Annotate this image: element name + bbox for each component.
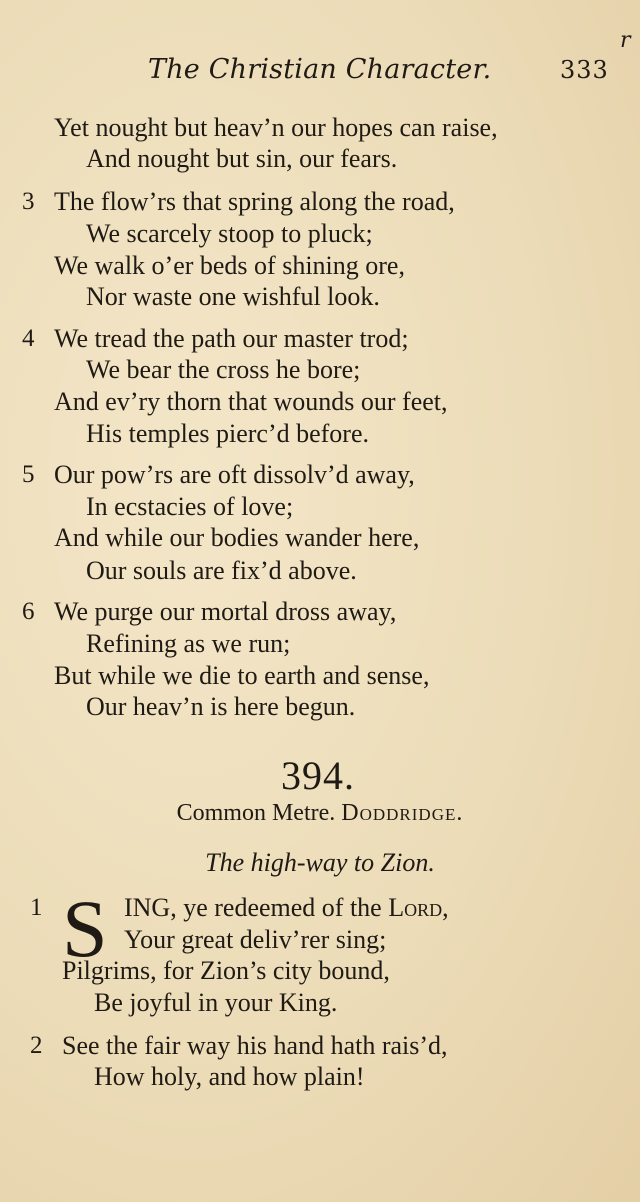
hymn-number: 394. [281,753,355,798]
verse-line: Be joyful in your King. [94,988,338,1017]
verse-line: In ecstacies of love; [86,492,294,521]
hymn-author: Doddridge. [341,800,464,826]
verse-line: And ev’ry thorn that wounds our feet, [54,387,448,416]
verse-number: 3 [22,188,35,215]
verse-line [124,892,449,924]
verse-line: Your great deliv’rer sing; [124,925,387,954]
verse-number: 4 [22,325,35,352]
running-title: The Christian Character. [148,54,492,85]
verse-line: His temples pierc’d before. [86,419,370,448]
verse-line: We scarcely stoop to pluck; [86,219,373,248]
verse-line: We bear the cross he bore; [86,355,361,384]
verse-line: The flow’rs that spring along the road, [54,187,455,216]
lord-small-caps: Lord, [388,893,449,922]
verse-line: Our heav’n is here begun. [86,692,356,721]
verse-number: 2 [30,1032,43,1059]
verse-line: See the fair way his hand hath rais’d, [62,1031,448,1060]
verse-line: And while our bodies wander here, [54,523,420,552]
verse-line: We purge our mortal dross away, [54,597,397,626]
verse-line: Yet nought but heav’n our hopes can raise, [54,113,498,142]
hymn-metre-line [0,800,640,827]
verse-line-text: ING, ye redeemed of the [124,893,389,922]
verse-line: Nor waste one wishful look. [86,282,380,311]
hymn-metre: Common Metre. [176,800,336,826]
verse-line: Our souls are fix’d above. [86,556,357,585]
verse-line: Our pow’rs are oft dissolv’d away, [54,460,415,489]
verse-number: 6 [22,598,35,625]
page-number: 333 [560,56,609,84]
verse-number: 1 [30,894,43,921]
verse-line: And nought but sin, our fears. [86,144,398,173]
verse-number: 5 [22,461,35,488]
verse-line: How holy, and how plain! [94,1062,365,1091]
verse-line: We tread the path our master trod; [54,324,409,353]
verse-line: We walk o’er beds of shining ore, [54,251,405,280]
verse-line: But while we die to earth and sense, [54,661,430,690]
drop-cap: S [62,883,108,974]
page-header [0,52,640,92]
hymn-subtitle: The high-way to Zion. [205,848,435,877]
corner-mark: r [620,28,631,53]
verse-line: Pilgrims, for Zion’s city bound, [62,956,390,985]
verse-line: Refining as we run; [86,629,291,658]
